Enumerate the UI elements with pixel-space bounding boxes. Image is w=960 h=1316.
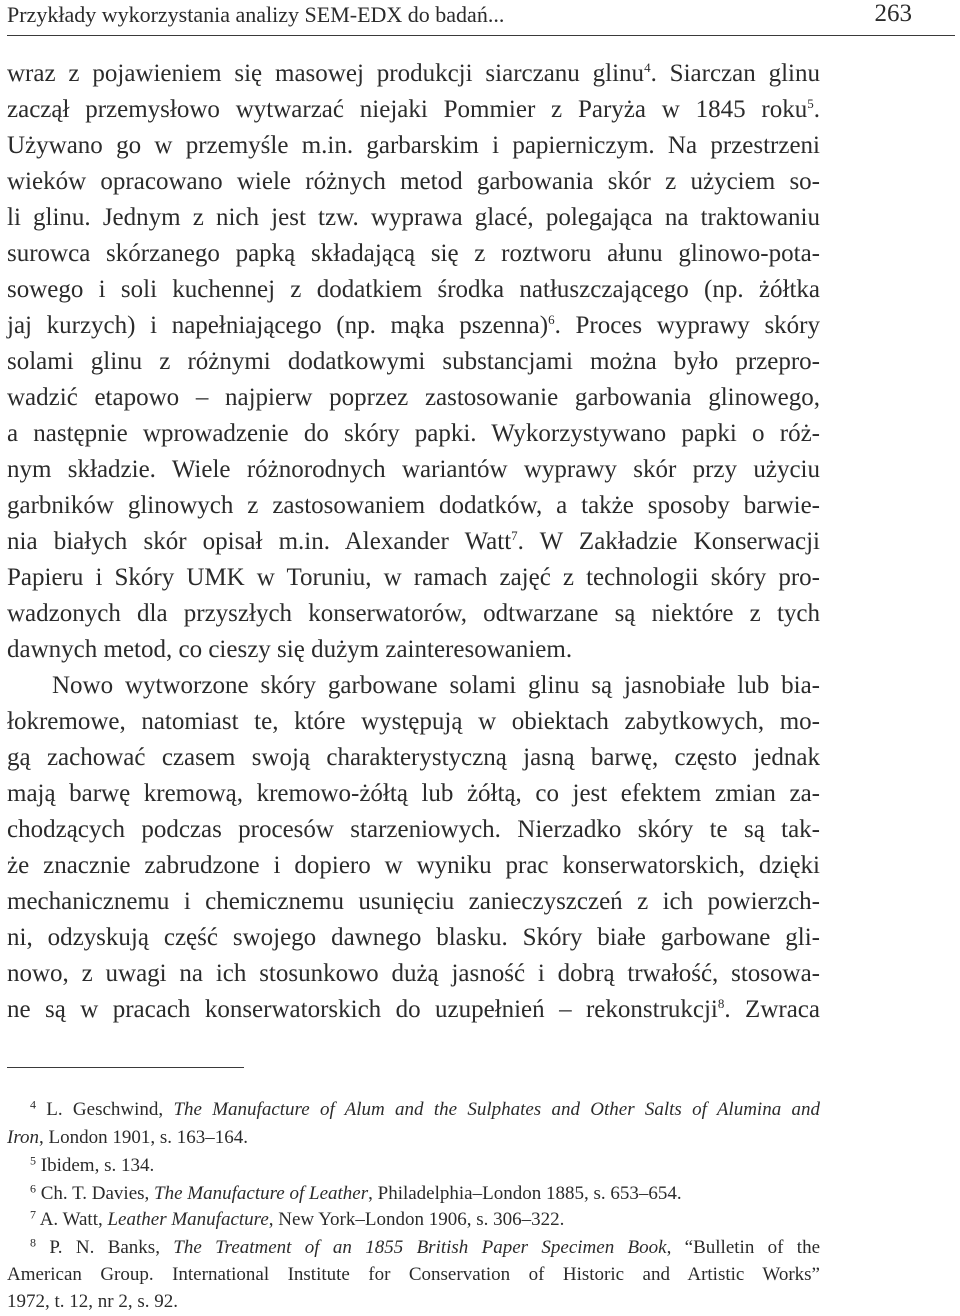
body-line: mechanicznemu i chemicznemu usunięciu zanieczyszczeń z ich powierzch- (7, 888, 820, 915)
footnote-separator (7, 1067, 244, 1068)
body-line: gą zachować czasem swoją charakterystyczną jasną barwę, często jednak (7, 744, 820, 771)
footnote-5: $^5$ Ibidem, s. 134. (30, 1153, 155, 1176)
cited-title: The Manufacture of Alum and the Sulphates and Other Salts of Alumina and (173, 1099, 820, 1120)
footnote-ref-8: 8 (717, 995, 725, 1011)
header-rule (7, 35, 955, 36)
body-line: mają barwę kremową, kremowo-żółtą lub żółtą, co jest efektem zmian za- (7, 780, 820, 807)
running-title: Przykłady wykorzystania analizy SEM-EDX do badań... (7, 2, 505, 27)
paragraph-first-line: Nowo wytworzone skóry garbowane solami glinu są jasnobiałe lub bia- (52, 672, 820, 699)
body-line: solami glinu z różnymi dodatkowymi substancjami można było przepro- (7, 348, 820, 375)
body-line: a następnie wprowadzenie do skóry papki. Wykorzystywano papki o róż- (7, 420, 820, 447)
footnote-7: $^7$ A. Watt, Leather Manufacture, New York–London 1906, s. 306–322. (30, 1207, 565, 1230)
footnote-ref-5: 5 (807, 95, 814, 111)
cited-title: The Treatment of an 1855 British Paper Specimen Book (173, 1237, 667, 1258)
body-line: wieków opracowano wiele różnych metod garbowania skór z użyciem so- (7, 168, 820, 195)
body-line: nia białych skór opisał m.in. Alexander Watt$^7$. W Zakładzie Konserwacji (7, 527, 820, 555)
running-header (7, 0, 912, 32)
body-line: nym składzie. Wiele różnorodnych wariantów wyprawy skór przy użyciu (7, 456, 820, 483)
body-line: chodzących podczas procesów starzeniowych. Nierzadko skóry te są tak- (7, 816, 820, 843)
body-line: wadzić etapowo – najpierw poprzez zastosowanie garbowania glinowego, (7, 384, 820, 411)
footnote-6: $^6$ Ch. T. Davies, The Manufacture of Leather, Philadelphia–London 1885, s. 653–654. (30, 1181, 682, 1204)
footnote-8-continued: 1972, t. 12, nr 2, s. 92. (7, 1291, 178, 1312)
footnote-8-continued: American Group. International Institute for Conservation of Historic and Artistic Works” (7, 1264, 820, 1285)
footnote-number: 4 (30, 1097, 36, 1112)
body-line: zaczął przemysłowo wytwarzać niejaki Pommier z Paryża w 1845 roku$^5$. (7, 95, 820, 123)
body-line: garbników glinowych z zastosowaniem dodatków, a także sposoby barwie- (7, 492, 820, 519)
body-line: wraz z pojawieniem się masowej produkcji siarczanu glinu$^4$. Siarczan glinu (7, 59, 820, 87)
cited-title: The Manufacture of Leather (154, 1183, 369, 1204)
body-line: surowca skórzanego papką składającą się z roztworu ałunu glinowo-pota- (7, 240, 820, 267)
body-line: Papieru i Skóry UMK w Toruniu, w ramach zajęć z technologii skóry pro- (7, 564, 820, 591)
footnote-ref-6: 6 (548, 311, 555, 327)
body-line: łokremowe, natomiast te, które występują w obiektach zabytkowych, mo- (7, 708, 820, 735)
footnote-4-continued: Iron, London 1901, s. 163–164. (7, 1127, 249, 1148)
body-line: wadzonych dla przyszłych konserwatorów, odtwarzane są niektóre z tych (7, 600, 820, 627)
body-line: Używano go w przemyśle m.in. garbarskim i papierniczym. Na przestrzeni (7, 132, 820, 159)
body-line: jaj kurzych) i napełniającego (np. mąka pszenna)$^6$. Proces wyprawy skóry (7, 311, 820, 339)
body-line: nowo, z uwagi na ich stosunkowo dużą jasność i dobrą trwałość, stosowa- (7, 960, 820, 987)
page-number: 263 (874, 0, 912, 27)
footnote-number: 7 (30, 1207, 36, 1222)
cited-title: Leather Manufacture (107, 1209, 269, 1230)
footnote-8: $^8$ P. N. Banks, The Treatment of an 1855 British Paper Specimen Book, “Bulletin of the (30, 1235, 821, 1258)
body-line: sowego i soli kuchennej z dodatkiem środka natłuszczającego (np. żółtka (7, 276, 820, 303)
footnote-4: $^4$ L. Geschwind, The Manufacture of Alum and the Sulphates and Other Salts of Alumina and (30, 1097, 820, 1120)
footnote-ref-4: 4 (644, 59, 651, 75)
body-line: ne są w pracach konserwatorskich do uzupełnień – rekonstrukcji$^8$. Zwraca (7, 995, 820, 1023)
footnote-number: 8 (30, 1235, 36, 1250)
body-line: li glinu. Jednym z nich jest tzw. wyprawa glacé, polegająca na traktowaniu (7, 204, 820, 231)
footnote-ref-7: 7 (511, 527, 518, 543)
footnote-number: 6 (30, 1181, 36, 1196)
footnote-number: 5 (30, 1153, 36, 1168)
body-line: ni, odzyskują część swojego dawnego blasku. Skóry białe garbowane gli- (7, 924, 820, 951)
body-line: że znacznie zabrudzone i dopiero w wyniku prac konserwatorskich, dzięki (7, 852, 820, 879)
body-line: dawnych metod, co cieszy się dużym zainteresowaniem. (7, 636, 573, 663)
